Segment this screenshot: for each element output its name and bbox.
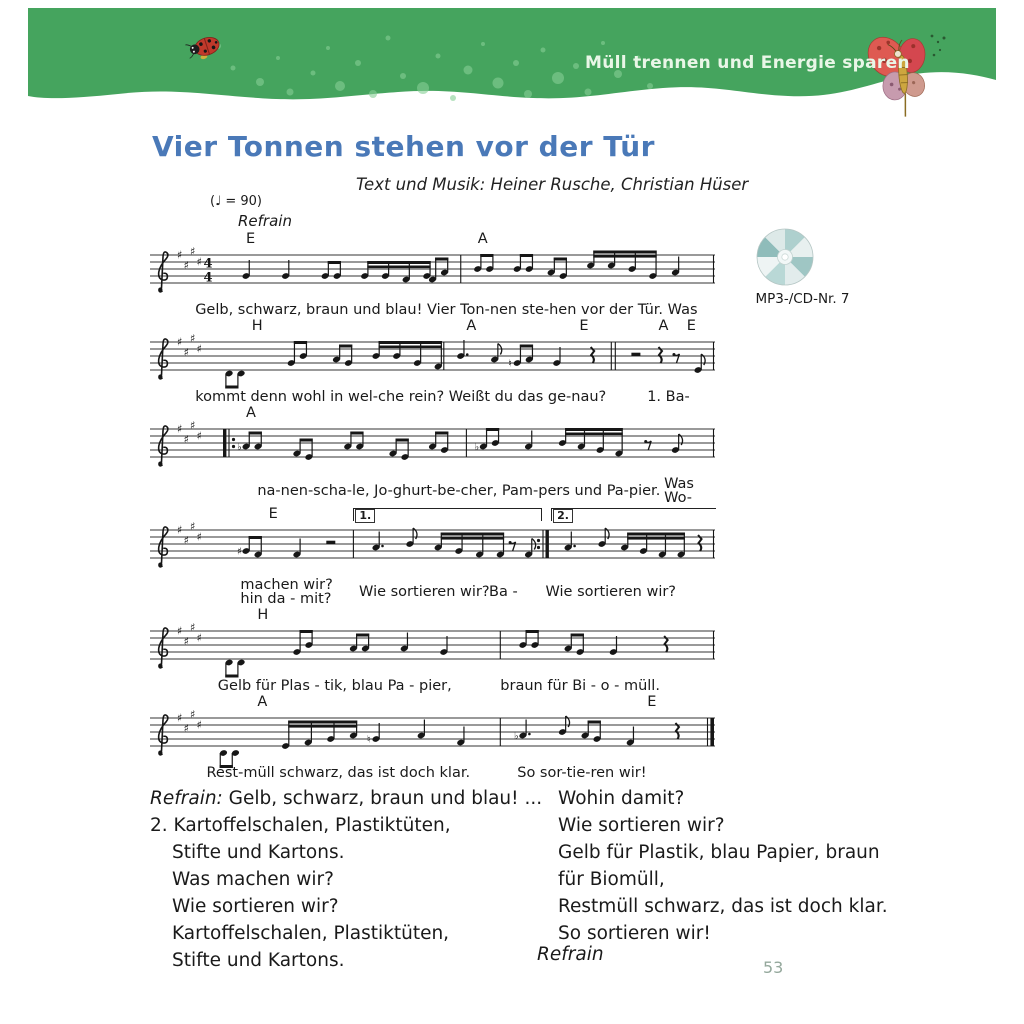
verse-line: Stifte und Kartons. xyxy=(172,950,345,971)
staff-svg xyxy=(150,334,715,388)
svg-text:♮: ♮ xyxy=(367,734,371,746)
staff-svg xyxy=(150,421,715,475)
verse-line: Restmüll schwarz, das ist doch klar. xyxy=(558,896,888,917)
lyric-row xyxy=(150,677,715,695)
sharp-icon: ♯ xyxy=(190,245,196,258)
lyric-text: Wie sortieren wir? xyxy=(545,584,677,600)
lyric-text: braun für Bi - o - müll. xyxy=(500,678,660,694)
chapter-title: Müll trennen und Energie sparen xyxy=(585,53,910,73)
volta-label: 2. xyxy=(553,509,573,523)
chord-row xyxy=(150,406,715,421)
sharp-icon: ♯ xyxy=(196,718,202,732)
credit-line: Text und Musik: Heiner Rusche, Christian Hüser xyxy=(356,175,749,194)
verse-line: So sortieren wir! xyxy=(558,923,711,944)
lyric-row xyxy=(150,388,715,406)
verse-line: Wohin damit? xyxy=(558,788,685,809)
lyric-row xyxy=(150,764,715,782)
verse-line: Gelb für Plastik, blau Papier, braun xyxy=(558,842,880,863)
chord-label: A xyxy=(257,694,268,710)
score-system xyxy=(150,406,715,507)
treble-clef-icon xyxy=(159,252,168,292)
sharp-icon: ♯ xyxy=(183,433,189,446)
chord-label: A xyxy=(658,318,669,334)
verse-line: Wie sortieren wir? xyxy=(558,815,725,836)
page-title: Vier Tonnen stehen vor der Tür xyxy=(152,130,655,163)
chord-row xyxy=(150,232,715,247)
volta-bracket xyxy=(353,508,541,521)
lyric-text: kommt denn wohl in wel-che rein? Weißt du das ge-nau? xyxy=(195,389,607,405)
staff-svg xyxy=(150,522,715,576)
media-label: MP3-/CD-Nr. 7 xyxy=(755,291,850,307)
sharp-icon: ♯ xyxy=(196,255,202,269)
svg-text:4: 4 xyxy=(203,256,213,272)
butterfly-specks xyxy=(931,35,946,57)
lyric-text: Gelb für Plas - tik, blau Pa - pier, xyxy=(217,678,452,694)
ladybug-icon xyxy=(180,26,230,68)
sharp-icon: ♯ xyxy=(177,248,183,262)
svg-text:4: 4 xyxy=(203,270,213,286)
lyric-text: So sor-tie-ren wir! xyxy=(517,765,647,781)
verse-line: 2. Kartoffelschalen, Plastiktüten, xyxy=(150,815,451,836)
svg-text:♯: ♯ xyxy=(237,546,242,558)
lyric-text: Gelb, schwarz, braun und blau! Vier Ton-nen ste-hen vor der Tür. Was xyxy=(195,302,698,318)
sharp-icon: ♯ xyxy=(196,530,202,544)
sharp-icon: ♯ xyxy=(196,429,202,443)
chord-label: E xyxy=(686,318,696,334)
chord-label: E xyxy=(246,231,256,247)
lyric-text: 1. Ba- xyxy=(647,389,690,405)
sharp-icon: ♯ xyxy=(196,631,202,645)
verse-refrain-prefix: Refrain: xyxy=(150,788,223,809)
sharp-icon: ♯ xyxy=(183,635,189,648)
lyric-text: Rest-müll schwarz, das ist doch klar. xyxy=(206,765,471,781)
treble-clef-icon xyxy=(159,628,168,668)
sharp-icon: ♯ xyxy=(183,534,189,547)
score-system xyxy=(150,232,715,319)
score-systems xyxy=(150,232,715,782)
chord-row xyxy=(150,507,715,522)
verse-line: Kartoffelschalen, Plastiktüten, xyxy=(172,923,450,944)
sharp-icon: ♯ xyxy=(177,422,183,436)
sharp-icon: ♯ xyxy=(190,621,196,634)
staff-svg xyxy=(150,710,715,764)
chord-label: A xyxy=(477,231,488,247)
svg-text:♭: ♭ xyxy=(513,730,519,742)
svg-text:♮: ♮ xyxy=(508,358,512,370)
chord-label: A xyxy=(466,318,477,334)
sharp-icon: ♯ xyxy=(183,259,189,272)
sharp-icon: ♯ xyxy=(196,342,202,356)
volta-bracket xyxy=(551,508,716,521)
sharp-icon: ♯ xyxy=(177,624,183,638)
staff-svg xyxy=(150,247,715,301)
treble-clef-icon xyxy=(159,527,168,567)
lyric-row xyxy=(150,475,715,507)
verse-line: für Biomüll, xyxy=(558,869,665,890)
staff-svg xyxy=(150,623,715,677)
chord-label: H xyxy=(257,607,269,623)
volta-label: 1. xyxy=(355,509,375,523)
sharp-icon: ♯ xyxy=(183,722,189,735)
verse-line: Wie sortieren wir? xyxy=(172,896,339,917)
chord-label: E xyxy=(647,694,657,710)
media-block xyxy=(735,226,870,307)
verse-column-right xyxy=(558,785,888,947)
sharp-icon: ♯ xyxy=(190,520,196,533)
sharp-icon: ♯ xyxy=(190,708,196,721)
sharp-icon: ♯ xyxy=(190,419,196,432)
score-system xyxy=(150,507,715,608)
svg-text:♭: ♭ xyxy=(474,441,480,453)
lyric-text: machen wir? xyxy=(240,577,333,593)
score-system xyxy=(150,695,715,782)
verse-line: Stifte und Kartons. xyxy=(172,842,345,863)
sharp-icon: ♯ xyxy=(177,523,183,537)
chord-row xyxy=(150,608,715,623)
sharp-icon: ♯ xyxy=(183,346,189,359)
chord-row xyxy=(150,319,715,334)
verse-column-left xyxy=(150,785,542,974)
butterfly-icon xyxy=(860,24,952,124)
sharp-icon: ♯ xyxy=(177,711,183,725)
lyric-row xyxy=(150,576,715,608)
chord-label: A xyxy=(246,405,256,421)
cd-icon xyxy=(754,226,816,288)
page-number: 53 xyxy=(763,958,784,977)
verse-line: Was machen wir? xyxy=(172,869,334,890)
chord-label: E xyxy=(579,318,589,334)
treble-clef-icon xyxy=(159,339,168,379)
refrain-label: Refrain xyxy=(537,944,604,965)
lyric-text: Wo- xyxy=(664,490,693,506)
chord-label: H xyxy=(251,318,263,334)
lyric-text: Was xyxy=(664,476,694,492)
lyric-text: Ba - xyxy=(489,584,518,600)
treble-clef-icon xyxy=(159,426,168,466)
section-label: Refrain xyxy=(238,212,292,230)
treble-clef-icon xyxy=(159,715,168,755)
svg-text:♭: ♭ xyxy=(237,441,242,453)
lyric-text: hin da - mit? xyxy=(240,591,332,607)
sharp-icon: ♯ xyxy=(177,335,183,349)
lyric-row xyxy=(150,301,715,319)
sharp-icon: ♯ xyxy=(190,332,196,345)
verse-line: Refrain: Gelb, schwarz, braun und blau! ... xyxy=(150,788,543,809)
score-system xyxy=(150,608,715,695)
chord-label: E xyxy=(268,506,278,522)
chord-row xyxy=(150,695,715,710)
lyric-text: Wie sortieren wir? xyxy=(359,584,490,600)
score-system xyxy=(150,319,715,406)
lyric-text: na-nen-scha-le, Jo-ghurt-be-cher, Pam-pers und Pa-pier. xyxy=(257,483,661,499)
tempo-marking: (♩ = 90) xyxy=(210,194,262,209)
